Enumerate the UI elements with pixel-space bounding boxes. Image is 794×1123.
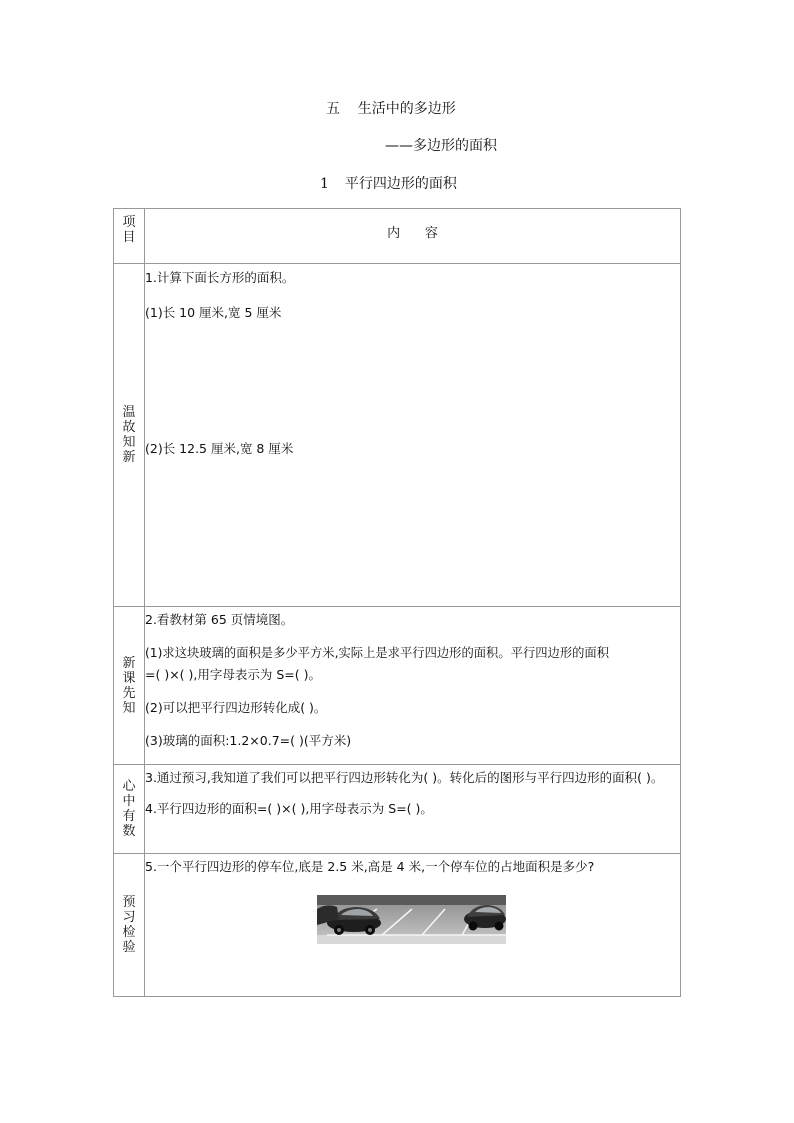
header-content-label: 内 容 [387,226,438,241]
question-1b: (2)长 12.5 厘米,宽 8 厘米 [145,441,294,456]
question-2-1-line2: =( )×( ),用字母表示为 S=( )。 [145,667,321,682]
chapter-title: 五 生活中的多边形 [326,101,456,117]
header-row [114,209,681,264]
question-2-3: (3)玻璃的面积:1.2×0.7=( )(平方米) [145,733,352,748]
row-review-label: 温故知新 [122,405,136,465]
row-check-label-cell [114,854,145,997]
section-subtitle: ——多边形的面积 [385,138,497,154]
question-4: 4.平行四边形的面积=( )×( ),用字母表示为 S=( )。 [145,801,433,816]
question-1: 1.计算下面长方形的面积。 [145,270,295,285]
row-preview-label-cell [114,607,145,765]
question-2: 2.看教材第 65 页情境图。 [145,612,294,627]
row-review-content [145,264,681,607]
row-review-label-cell [114,264,145,607]
question-1a: (1)长 10 厘米,宽 5 厘米 [145,305,282,320]
row-review [114,264,681,607]
question-3: 3.通过预习,我知道了我们可以把平行四边形转化为( )。转化后的图形与平行四边形的面积( )。 [145,770,664,785]
question-2-2: (2)可以把平行四边形转化成( )。 [145,700,327,715]
lesson-number: 1 [320,176,329,192]
row-mind [114,765,681,854]
question-5: 5.一个平行四边形的停车位,底是 2.5 米,高是 4 米,一个停车位的占地面积是多少? [145,859,595,874]
row-preview [114,607,681,765]
header-item-label: 项目 [122,215,136,245]
header-item-cell [114,209,145,264]
row-check-label: 预习检验 [122,895,136,955]
question-2-1-line1: (1)求这块玻璃的面积是多少平方米,实际上是求平行四边形的面积。平行四边形的面积 [145,646,610,660]
worksheet-table [113,208,681,997]
lesson-title-text: 平行四边形的面积 [344,176,457,192]
parking-lot-image [317,895,506,944]
row-preview-label: 新课先知 [122,655,136,716]
row-mind-label: 心中有数 [122,779,136,839]
row-mind-content [145,765,681,854]
row-mind-label-cell [114,765,145,854]
header-content-cell [145,209,681,264]
row-preview-content [145,607,681,765]
lesson-title [320,173,457,193]
